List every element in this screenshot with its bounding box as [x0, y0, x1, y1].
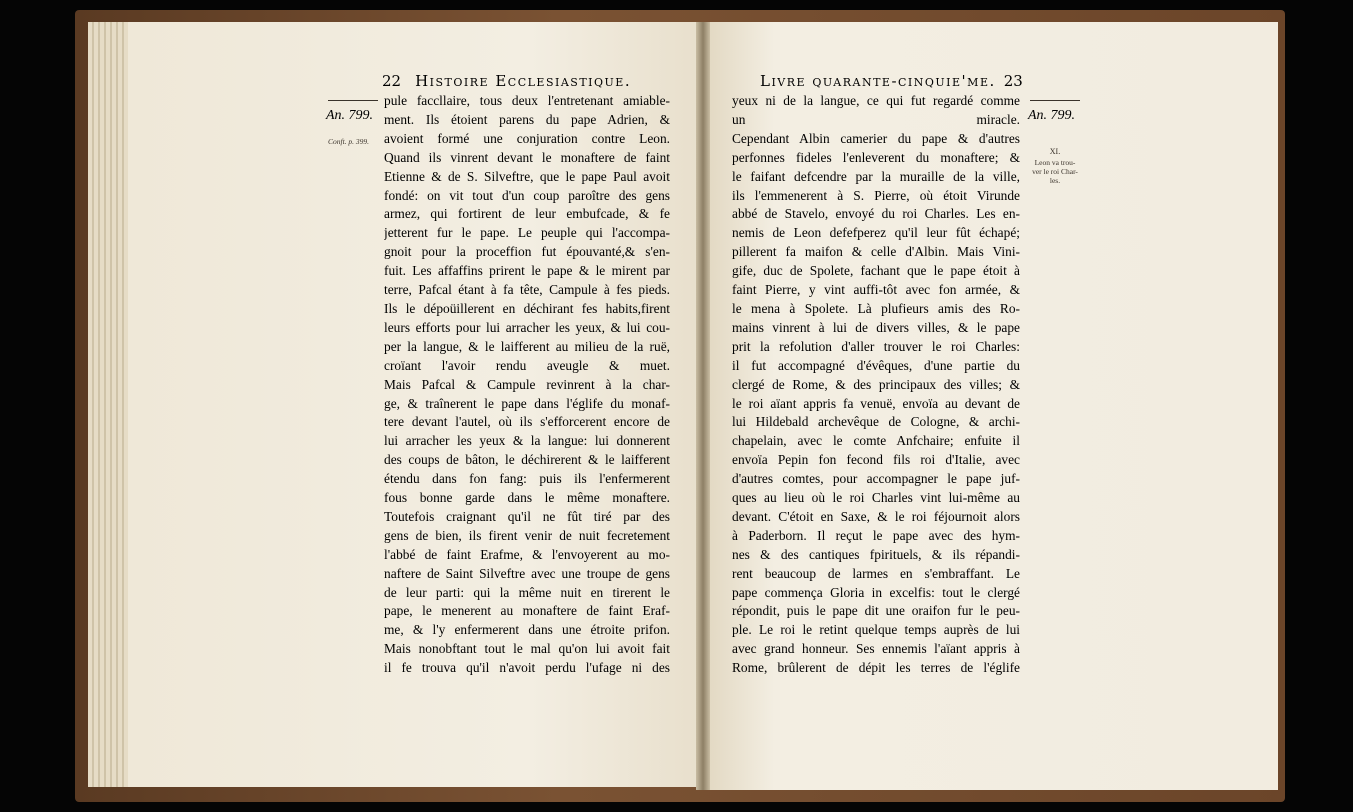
text-line: Rome, brûlerent de dépit les terres de l'églife	[732, 660, 1020, 676]
text-line: l'abbé de faint Erafme, & l'envoyerent au mo-	[384, 546, 670, 562]
text-line: naftere de Saint Silveftre avec une troupe de gens	[384, 565, 670, 581]
text-line: perfonnes fideles l'enleverent du monaftere; &	[732, 149, 1020, 165]
text-line: ils l'emmenerent à S. Pierre, où étoit Virunde	[732, 187, 1020, 203]
right-margin-year: An. 799.	[1028, 108, 1076, 123]
text-line: nemis de Leon defefperez qu'il leur fût échapé;	[732, 225, 1020, 241]
text-line: armez, qui fortirent de leur embufcade, & fe	[384, 206, 670, 222]
text-line: croïant l'avoir rendu aveugle & muet.	[384, 357, 670, 373]
text-line: Toutefois craignant qu'il ne fût tiré par des	[384, 508, 670, 524]
text-line: pillerent fa maifon & celle d'Albin. Mais Vini-	[732, 244, 1020, 260]
book-gutter	[696, 22, 710, 790]
left-page-number: 22	[382, 72, 402, 90]
right-page-number: 23	[1003, 72, 1023, 90]
text-line: avec grand honneur. Ses ennemis l'aïant appris à	[732, 641, 1020, 657]
text-line: le roi aïant appris fa venuë, envoïa au devant de	[732, 395, 1020, 411]
text-line: ple. Le roi le retint quelque temps auprès de lui	[732, 622, 1020, 638]
text-line: gens de bien, ils firent venir de nuit fecretement	[384, 527, 670, 543]
text-line: fuit. Les affaffins prirent le pape & le mirent par	[384, 263, 670, 279]
text-line: leurs efforts pour lui arracher les yeux, & lui cou-	[384, 319, 670, 335]
text-line: prit la refolution d'aller trouver le roi Charles:	[732, 338, 1020, 354]
text-line: Ils le dépoüillerent en déchirant fes habits,firent	[384, 300, 670, 316]
text-line: le faifant defcendre par la muraille de la ville,	[732, 168, 1020, 184]
text-line: il fe trouva qu'il n'avoit perdu l'ufage ni des	[384, 660, 670, 676]
text-line: gife, duc de Spolete, fachant que le pape étoit à	[732, 263, 1020, 279]
text-line: Etienne & de S. Silveftre, que le pape Paul avoit	[384, 168, 670, 184]
text-line: d'autres comtes, pour accompagner le pape juf-	[732, 471, 1020, 487]
text-line: chapelain, avec le comte Anfchaire; enfuite il	[732, 433, 1020, 449]
text-line: terre, Pafcal étant à fa tête, Campule à fes pieds.	[384, 282, 670, 298]
text-line: ques au lieu où le roi Charles vint lui-même au	[732, 490, 1020, 506]
text-line: il fut accompagné d'évêques, d'une partie du	[732, 357, 1020, 373]
text-line: avoient formé une conjuration contre Leon.	[384, 130, 670, 146]
text-line: ment. Ils étoient parens du pape Adrien, &	[384, 111, 670, 127]
text-line: tere devant l'autel, où ils s'efforcerent encore de	[384, 414, 670, 430]
text-line: pape commença Gloria in excelfis: tout le clergé	[732, 584, 1020, 600]
text-line: à Paderborn. Il reçut le pape avec des hym-	[732, 527, 1020, 543]
text-line: lui Hildebald archevêque de Cologne, & archi-	[732, 414, 1020, 430]
text-line: mains vinrent à lui de divers villes, & le pape	[732, 319, 1020, 335]
text-line: répondit, puis le pape dit une oraifon fur le peu-	[732, 603, 1020, 619]
text-line: nes & des cantiques fpirituels, & ils répandi-	[732, 546, 1020, 562]
text-line: clergé de Rome, & des principaux des villes; &	[732, 376, 1020, 392]
text-line: envoïa Pepin fon fecond fils roi d'Italie, avec	[732, 452, 1020, 468]
text-line: fondé: on vit tout d'un coup paroître des gens	[384, 187, 670, 203]
text-line: lui arracher les yeux & la langue: lui donnerent	[384, 433, 670, 449]
text-line: Quand ils vinrent devant le monaftere de faint	[384, 149, 670, 165]
text-line: yeux ni de la langue, ce qui fut regardé comme	[732, 93, 1020, 108]
text-line: faint Pierre, y vint auffi-tôt avec fon armée, &	[732, 282, 1020, 298]
text-line: pape, le menerent au monaftere de faint Eraf-	[384, 603, 670, 619]
text-line: devant. C'étoit en Saxe, & le roi féjournoit alors	[732, 508, 1020, 524]
left-margin-note: Conft. p. 399.	[328, 137, 370, 146]
left-body-text	[384, 92, 670, 678]
left-running-title: Histoire Ecclesiastique.	[415, 72, 632, 90]
text-line: abbé de Stavelo, envoyé du roi Charles. Les en-	[732, 206, 1020, 222]
text-line: de leur parti: qui la même nuit en tirerent le	[384, 584, 670, 600]
right-margin-rule	[1030, 100, 1080, 101]
text-line: pule faccllaire, tous deux l'entretenant amiable-	[384, 93, 670, 108]
text-line: un miracle.	[732, 111, 1020, 127]
text-line: Mais nonobftant tout le mal qu'on lui avoit fait	[384, 641, 670, 657]
text-line: jetterent fur le pape. Le peuple qui l'accompa-	[384, 225, 670, 241]
right-margin-note-number: XI.	[1049, 147, 1061, 156]
text-line: per la langue, & le laifferent au milieu de la ruë,	[384, 338, 670, 354]
text-line: me, & l'y enfermerent dans une étroite prifon.	[384, 622, 670, 638]
left-margin-year: An. 799.	[326, 108, 374, 123]
left-running-head	[382, 72, 631, 90]
text-line: Mais Pafcal & Campule revinrent à la char-	[384, 376, 670, 392]
text-line: Cependant Albin camerier du pape & d'autres	[732, 130, 1020, 146]
right-running-title: Livre quarante-cinquie'me.	[760, 72, 996, 90]
left-margin-rule	[328, 100, 378, 101]
right-body-text	[732, 92, 1020, 678]
text-line: rent beaucoup de larmes en s'embraffant. Le	[732, 565, 1020, 581]
text-line: étendu dans fon fang: puis ils l'enfermerent	[384, 471, 670, 487]
text-line: le mena à Spolete. Là plufieurs amis des Ro-	[732, 300, 1020, 316]
right-running-head	[760, 72, 1037, 90]
text-line: des coups de bâton, le déchirerent & le laifferent	[384, 452, 670, 468]
text-line: fous bonne garde dans le même monaftere.	[384, 490, 670, 506]
text-line: gnoit pour la proceffion fut épouvanté,& s'en-	[384, 244, 670, 260]
text-line: ge, & traînerent le pape dans l'églife du monaf-	[384, 395, 670, 411]
right-margin-note: Leon va trou- ver le roi Char- les.	[1032, 158, 1078, 185]
